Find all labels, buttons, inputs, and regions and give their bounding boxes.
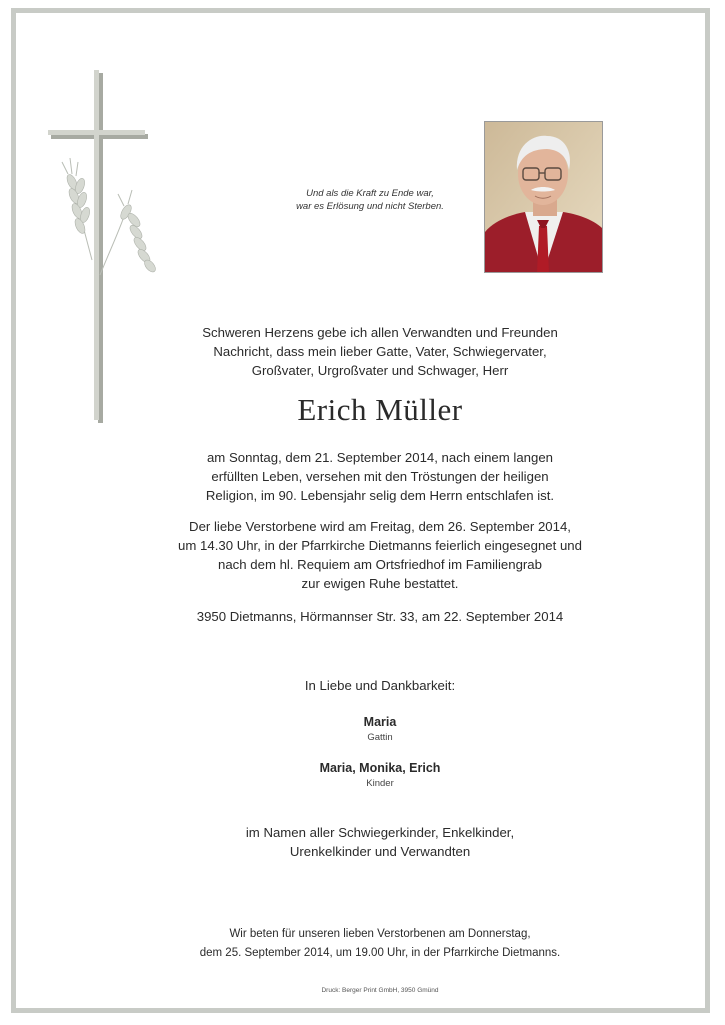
intro-line: Großvater, Urgroßvater und Schwager, Herr (251, 363, 509, 378)
spouse-name: Maria (363, 715, 397, 729)
quote-line: war es Erlösung und nicht Sterben. (296, 201, 444, 212)
memorial-quote (270, 187, 470, 213)
funeral-line: um 14.30 Uhr, in der Pfarrkirche Dietmanns feierlich eingesegnet und (178, 538, 582, 553)
death-line: am Sonntag, dem 21. September 2014, nach einem langen (206, 450, 554, 465)
family-line: im Namen aller Schwiegerkinder, Enkelkinder, (245, 825, 515, 840)
spouse-role: Gattin (367, 732, 393, 743)
deceased-name: Erich Müller (297, 392, 463, 427)
children-role: Kinder (366, 778, 394, 789)
intro-text (110, 323, 650, 380)
funeral-line: Der liebe Verstorbene wird am Freitag, dem 26. September 2014, (189, 519, 571, 534)
funeral-details (110, 517, 650, 593)
printer-credit: Druck: Berger Print GmbH, 3950 Gmünd (321, 987, 439, 994)
portrait-photo (484, 121, 603, 273)
family-mention (110, 823, 650, 861)
thanks-heading: In Liebe und Dankbarkeit: (304, 678, 456, 693)
death-line: erfüllten Leben, versehen mit den Tröstungen der heiligen (211, 469, 549, 484)
address-date: 3950 Dietmanns, Hörmannser Str. 33, am 22. September 2014 (196, 609, 564, 624)
family-line: Urenkelkinder und Verwandten (289, 844, 471, 859)
quote-line: Und als die Kraft zu Ende war, (306, 188, 434, 199)
prayer-notice (110, 925, 650, 963)
wheat-ears-icon (62, 158, 158, 275)
death-line: Religion, im 90. Lebensjahr selig dem Herrn entschlafen ist. (205, 488, 555, 503)
prayer-line: Wir beten für unseren lieben Verstorbenen am Donnerstag, (229, 928, 531, 940)
funeral-line: zur ewigen Ruhe bestattet. (301, 576, 459, 591)
funeral-line: nach dem hl. Requiem am Ortsfriedhof im Familiengrab (218, 557, 542, 572)
prayer-line: dem 25. September 2014, um 19.00 Uhr, in der Pfarrkirche Dietmanns. (199, 947, 561, 959)
intro-line: Nachricht, dass mein lieber Gatte, Vater, Schwiegervater, (213, 344, 547, 359)
children-names: Maria, Monika, Erich (319, 761, 441, 775)
intro-line: Schweren Herzens gebe ich allen Verwandten und Freunden (202, 325, 558, 340)
death-notice (110, 448, 650, 505)
